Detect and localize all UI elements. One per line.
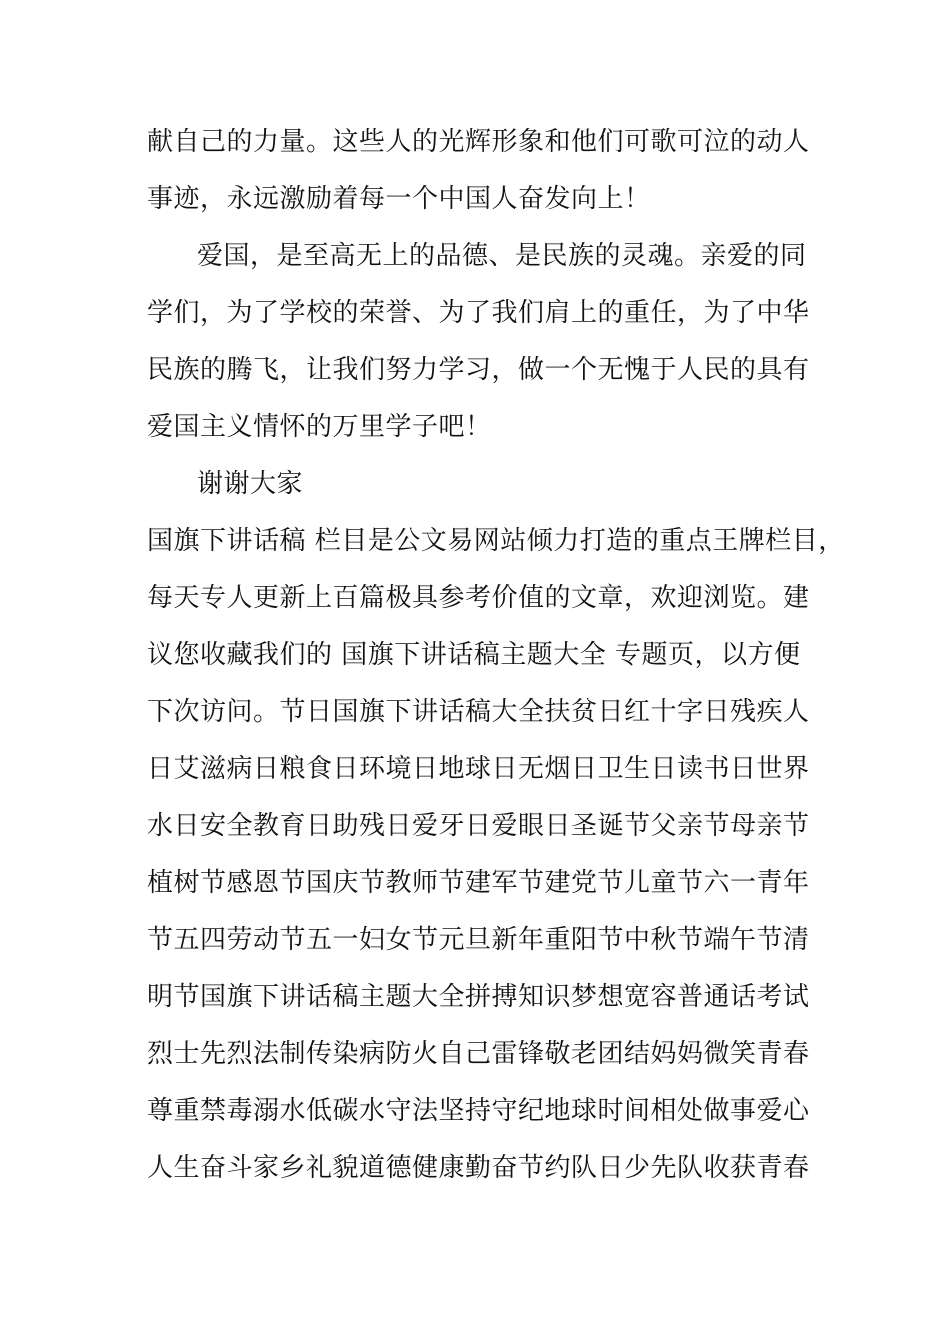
text-line: 民族的腾飞，让我们努力学习，做一个无愧于人民的具有	[147, 355, 810, 385]
text-line: 议您收藏我们的 国旗下讲话稿主题大全 专题页，以方便	[147, 640, 801, 670]
text-line: 事迹，永远激励着每一个中国人奋发向上！	[147, 184, 651, 214]
text-line: 国旗下讲话稿 栏目是公文易网站倾力打造的重点王牌栏目，	[147, 526, 845, 556]
text-line: 日艾滋病日粮食日环境日地球日无烟日卫生日读书日世界	[147, 754, 810, 784]
text-line: 尊重禁毒溺水低碳水守法坚持守纪地球时间相处做事爱心	[147, 1096, 810, 1126]
text-line: 植树节感恩节国庆节教师节建军节建党节儿童节六一青年	[147, 868, 810, 898]
text-line: 水日安全教育日助残日爱牙日爱眼日圣诞节父亲节母亲节	[147, 811, 810, 841]
text-line: 节五四劳动节五一妇女节元旦新年重阳节中秋节端午节清	[147, 925, 810, 955]
text-line: 明节国旗下讲话稿主题大全拼搏知识梦想宽容普通话考试	[147, 982, 810, 1012]
text-line: 每天专人更新上百篇极具参考价值的文章，欢迎浏览。建	[147, 583, 810, 613]
text-line: 谢谢大家	[197, 469, 304, 499]
text-line: 人生奋斗家乡礼貌道德健康勤奋节约队日少先队收获青春	[147, 1153, 810, 1183]
text-line: 爱国，是至高无上的品德、是民族的灵魂。亲爱的同	[197, 241, 807, 271]
text-line: 爱国主义情怀的万里学子吧！	[147, 412, 492, 442]
text-line: 下次访问。节日国旗下讲话稿大全扶贫日红十字日残疾人	[147, 697, 810, 727]
text-line: 献自己的力量。这些人的光辉形象和他们可歌可泣的动人	[147, 127, 810, 157]
text-line: 烈士先烈法制传染病防火自己雷锋敬老团结妈妈微笑青春	[147, 1039, 810, 1069]
text-line: 学们，为了学校的荣誉、为了我们肩上的重任，为了中华	[147, 298, 810, 328]
